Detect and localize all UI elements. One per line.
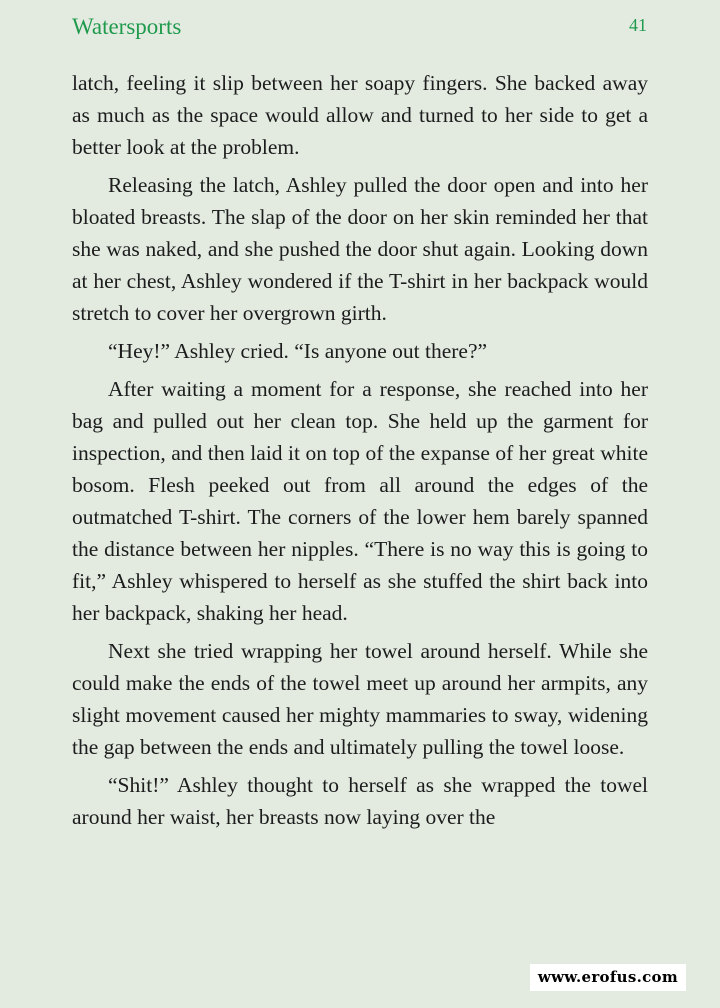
- paragraph-2: Releasing the latch, Ashley pulled the door open and into her bloated breasts. The slap of the door on her skin reminded her that she was naked, and she pushed the door shut again. Looking down at her chest, Ashley wondered if the T-shirt in her backpack would stretch to cover her overgrown girth.: [72, 173, 648, 325]
- page-body: [72, 67, 648, 839]
- watermark-label: www.erofus.com: [530, 964, 686, 991]
- paragraph-1: latch, feeling it slip between her soapy fingers. She backed away as much as the space would allow and turned to her side to get a better look at the problem.: [72, 71, 648, 159]
- running-header-title: Watersports: [72, 14, 182, 39]
- paragraph-5: Next she tried wrapping her towel around herself. While she could make the ends of the towel meet up around her armpits, any slight movement caused her mighty mammaries to sway, widening the gap between the ends and ultimately pulling the towel loose.: [72, 639, 648, 759]
- paragraph-6: “Shit!” Ashley thought to herself as she wrapped the towel around her waist, her breasts now laying over the: [72, 773, 648, 829]
- paragraph-3: “Hey!” Ashley cried. “Is anyone out there?”: [108, 339, 488, 363]
- page-number: 41: [629, 15, 647, 35]
- paragraph-4: After waiting a moment for a response, she reached into her bag and pulled out her clean top. She held up the garment for inspection, and then laid it on top of the expanse of her great white bosom. Flesh peeked out from all around the edges of the outmatched T-shirt. The corners of the lower hem barely spanned the distance between her nipples. “There is no way this is going to fit,” Ashley whispered to herself as she stuffed the shirt back into her backpack, shaking her head.: [72, 377, 648, 625]
